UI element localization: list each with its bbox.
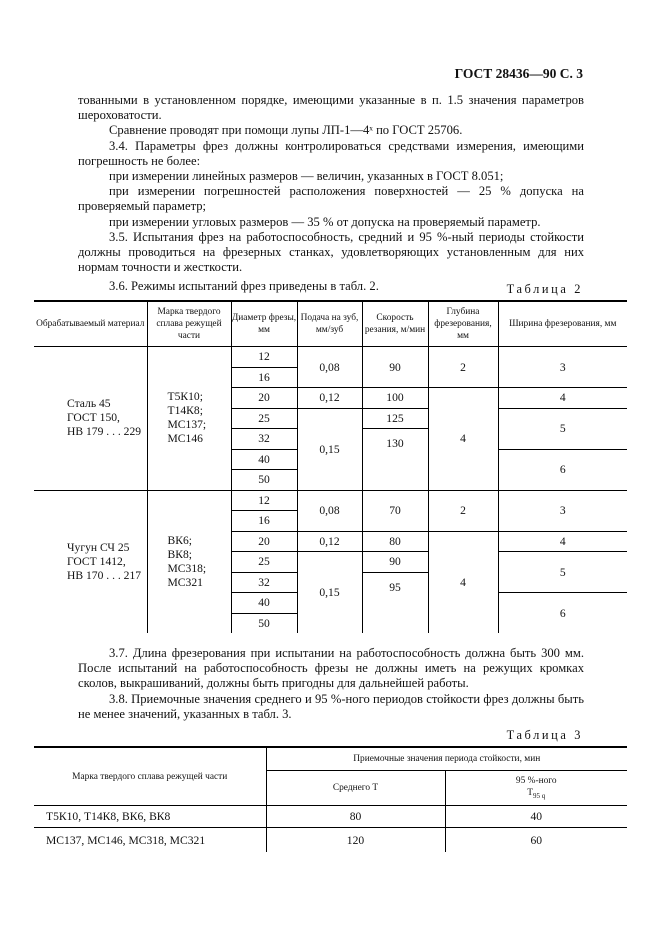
header-grade: Марка твердого сплава режущей части [147, 301, 231, 347]
header-95-line2 [446, 787, 628, 802]
feed-cell: 0,12 [297, 531, 362, 552]
speed-cell: 95 [362, 572, 428, 633]
text-block-bottom [78, 646, 584, 722]
diameter-cell: 12 [231, 347, 297, 368]
speed-cell: 130 [362, 429, 428, 491]
width-cell: 4 [498, 388, 627, 409]
paragraph: 3.6. Режимы испытаний фрез приведены в табл. 2. [109, 279, 379, 294]
grade-line: МС146 [167, 432, 203, 446]
diameter-cell: 50 [231, 613, 297, 633]
width-cell: 3 [498, 347, 627, 388]
diameter-cell: 20 [231, 388, 297, 409]
header-feed: Подача на зуб, мм/зуб [297, 301, 362, 347]
header-95-subscript: 95 q [532, 791, 546, 800]
material-line: НВ 170 . . . 217 [67, 568, 142, 582]
table3-caption: Таблица 3 [506, 728, 583, 742]
speed-cell: 70 [362, 490, 428, 531]
speed-cell: 90 [362, 347, 428, 388]
diameter-cell: 32 [231, 572, 297, 593]
row-mean: 120 [266, 828, 445, 853]
paragraph: 3.8. Приемочные значения среднего и 95 %-ного периодов стойкости фрез должны быть не менее значений, указанных в табл. 3. [78, 691, 584, 721]
paragraph: тованными в установленном порядке, имеющими указанные в п. 1.5 значения параметров шероховатости. [78, 93, 584, 123]
speed-cell: 125 [362, 408, 428, 429]
grade-line: МС318; [167, 561, 207, 575]
width-cell: 3 [498, 490, 627, 531]
depth-cell: 4 [428, 531, 498, 633]
table3 [34, 746, 627, 852]
speed-cell: 90 [362, 552, 428, 573]
table2 [34, 300, 627, 633]
depth-cell: 2 [428, 347, 498, 388]
header-period: Приемочные значения периода стойкости, мин [266, 747, 627, 771]
diameter-cell: 32 [231, 429, 297, 450]
header-diameter: Диаметр фрезы, мм [231, 301, 297, 347]
paragraph: 3.4. Параметры фрез должны контролироваться средствами измерения, имеющими погрешность не более: [78, 138, 584, 168]
diameter-cell: 50 [231, 470, 297, 491]
row-grade: МС137, МС146, МС318, МС321 [46, 833, 206, 847]
row-grade: Т5К10, Т14К8, ВК6, ВК8 [34, 806, 266, 828]
depth-cell: 2 [428, 490, 498, 531]
material-cell [34, 347, 147, 491]
paragraph: при измерении линейных размеров — величин, указанных в ГОСТ 8.051; [109, 169, 504, 184]
header-95 [445, 771, 627, 806]
row-mean: 80 [266, 806, 445, 828]
width-cell: 6 [498, 593, 627, 634]
speed-cell: 80 [362, 531, 428, 552]
material-cell [34, 490, 147, 633]
grade-line: Т5К10; [167, 390, 203, 404]
material-line: Сталь 45 [67, 397, 111, 411]
header-grade: Марка твердого сплава режущей части [34, 747, 266, 806]
feed-cell: 0,08 [297, 347, 362, 388]
grade-line: ВК6; [167, 533, 192, 547]
paragraph: при измерении угловых размеров — 35 % от допуска на проверяемый параметр. [109, 214, 541, 229]
header-95-symbol: T [527, 787, 533, 798]
diameter-cell: 40 [231, 449, 297, 470]
feed-cell: 0,08 [297, 490, 362, 531]
paragraph: Сравнение проводят при помощи лупы ЛП-1—4ˣ по ГОСТ 25706. [109, 123, 463, 138]
width-cell: 5 [498, 552, 627, 593]
diameter-cell: 16 [231, 367, 297, 388]
width-cell: 6 [498, 449, 627, 490]
diameter-cell: 20 [231, 531, 297, 552]
material-line: ГОСТ 1412, [67, 554, 126, 568]
feed-cell: 0,12 [297, 388, 362, 409]
speed-cell: 100 [362, 388, 428, 409]
paragraph: 3.5. Испытания фрез на работоспособность, средний и 95 %-ный периоды стойкости должны проводиться на фрезерных станках, удовлетворяющих установленным для них нормам точности и жесткости. [78, 229, 584, 275]
material-line: ГОСТ 150, [67, 411, 120, 425]
page-header: ГОСТ 28436—90 С. 3 [454, 66, 583, 81]
grade-line: Т14К8; [167, 404, 203, 418]
feed-cell: 0,15 [297, 552, 362, 634]
diameter-cell: 25 [231, 408, 297, 429]
grade-cell [147, 347, 231, 491]
feed-cell: 0,15 [297, 408, 362, 490]
header-width: Ширина фрезерования, мм [498, 301, 627, 347]
header-depth: Глубина фрезерования, мм [428, 301, 498, 347]
row-p95: 40 [445, 806, 627, 828]
grade-line: МС137; [167, 418, 207, 432]
header-95-line1: 95 %-ного [515, 775, 557, 786]
grade-line: ВК8; [167, 547, 192, 561]
material-line: НВ 179 . . . 229 [67, 425, 142, 439]
grade-line: МС321 [167, 575, 203, 589]
diameter-cell: 25 [231, 552, 297, 573]
diameter-cell: 16 [231, 511, 297, 532]
material-line: Чугун СЧ 25 [67, 540, 130, 554]
diameter-cell: 40 [231, 593, 297, 614]
header-material: Обрабатываемый материал [34, 301, 147, 347]
width-cell: 4 [498, 531, 627, 552]
paragraph: 3.7. Длина фрезерования при испытании на работоспособность должна быть 300 мм. После испытаний на работоспособность фрезы не должны иметь на режущих кромках сколов, выкрашиваний, должны быть пригодны для дальнейшей работы. [78, 646, 584, 691]
paragraph: при измерении погрешностей расположения поверхностей — 25 % допуска на проверяемый параметр; [78, 184, 584, 214]
grade-cell [147, 490, 231, 633]
table2-header-row [34, 301, 627, 347]
depth-cell: 4 [428, 388, 498, 491]
text-block-top [78, 93, 584, 295]
table2-caption: Таблица 2 [506, 282, 583, 296]
row-p95: 60 [445, 828, 627, 853]
header-mean: Среднего Т [266, 771, 445, 806]
header-speed: Скорость резания, м/мин [362, 301, 428, 347]
diameter-cell: 12 [231, 490, 297, 511]
width-cell: 5 [498, 408, 627, 449]
